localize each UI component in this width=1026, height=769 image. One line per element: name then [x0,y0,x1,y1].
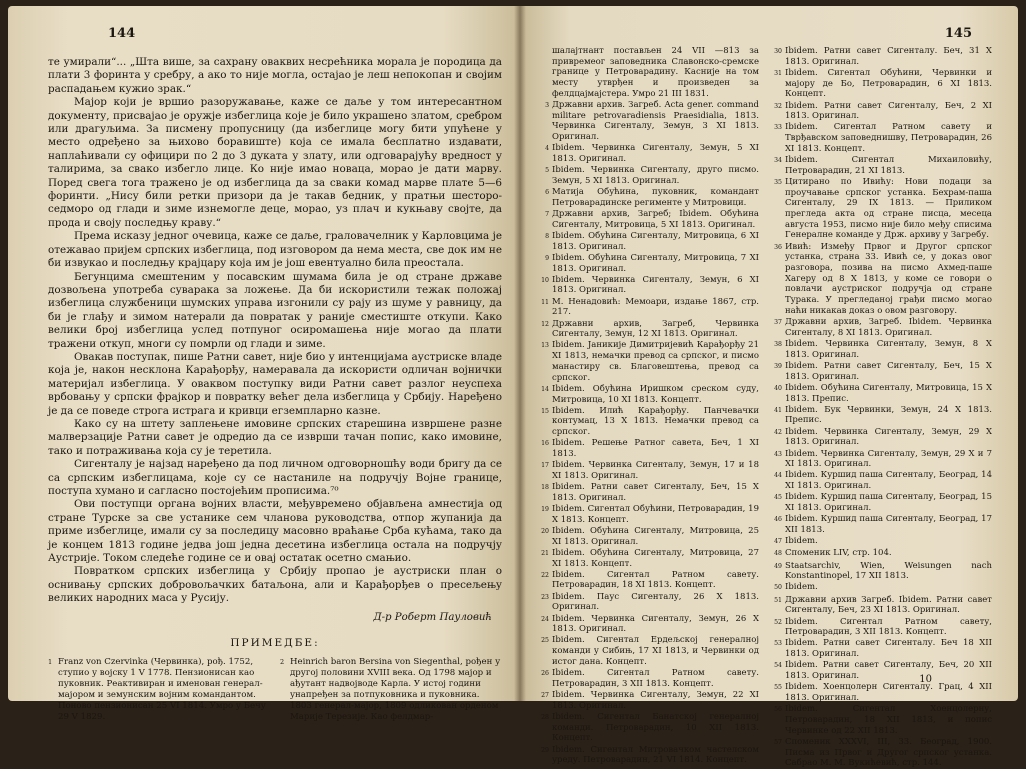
footnote-item [771,536,992,548]
footnote-item [538,668,759,689]
footnote-number: 37 [774,319,782,327]
footnote-number: 14 [541,385,549,393]
page-number-right: 145 [944,26,972,41]
footnote-item [771,582,992,594]
footnote-item [771,492,992,513]
footnote-item [538,297,759,318]
footnote-number: 28 [541,713,549,721]
footnote-text: Ibidem. Бук Червинки, Земун, 24 X 1813. Препис. [785,404,992,426]
footnote-item [771,383,992,404]
footnote-item [538,745,759,766]
footnote-item [538,570,759,591]
footnote-item [538,275,759,296]
footnote-text: Ibidem. [785,536,818,547]
footnote-number: 50 [774,584,782,592]
footnote-text: Ibidem. Червинка Сигенталу, Земун, 17 и 18 XI 1813. Оригинал. [552,460,759,481]
footnote-item [771,427,992,448]
footnote-text: Ibidem. Сигентал Обућини, Петроварадин, 19 X 1813. Концепт. [552,504,759,525]
footnote-number: 51 [774,596,782,604]
footnote-item [771,101,992,122]
footnote-number [538,46,549,100]
footnote-number: 10 [541,276,549,284]
footnote-number: 7 [545,211,549,219]
footnote-text: Ibidem. [785,582,818,593]
footnote-item [771,177,992,241]
footnote-text: Ibidem. Червинка Сигенталу, друго писмо. Земун, 5 XI 1813. Оригинал. [552,165,759,186]
footnote-number: 40 [774,384,782,392]
footnote-item [538,526,759,547]
footnote-number: 52 [774,618,782,626]
footnote-item [538,614,759,635]
paragraph: Овакав поступак, пише Ратни савет, није био у интенцијама аустриске владе која је, након несклона Карађорђу, намеравала да искористи одличан војнички материјал избеглица. У оваквом поступку види Ратни савет разлог неуспеха врбовању у српски фрајкор и повратку већег дела избеглица у Србију. Наређено је да се поведе строга истрага и кривци егземпларно казне. [48,350,502,417]
footnote-text: М. Ненадовић: Мемоари, издање 1867, стр. 217. [552,296,759,318]
footnote-number: 17 [541,462,549,470]
footnote-text: Ibidem. Сигентал Ратном савету, Петроварадин, 3 XII 1813. Концепт. [785,616,992,638]
footnote-item [771,548,992,560]
footnote-text: Споменик XXXVI, III, 33. Београд, 1900. Писма из Првог и Другог српског устанка. Сабрао М. М. Вукићевић, стр. 144. [785,736,992,769]
footnote-item [771,339,992,360]
book-spread [8,6,1018,769]
footnote-text: Ibidem. Червинка Сигенталу, Земун, 29 X 1813. Оригинал. [785,426,992,448]
paragraph: Сигенталу је најзад наређено да под личном одговорношћу води бригу да се са српским избеглицама, које су се настаниле на подручју Војне границе, поступа хумано и сагласно постојећим прописима.⁷⁰ [48,458,502,497]
footnote-number: 31 [774,69,782,77]
signature-mark: 10 [919,674,932,685]
paragraph: Како су на штету заплењене имовине српских старешина извршене разне малверзације Ратни савет је одредио да се изврши тачан попис, како имовине, тако и потраживања која су је теретила. [48,417,502,457]
footnote-number: 36 [774,243,782,251]
footnote-number: 43 [774,450,782,458]
footnote-number: 15 [541,407,549,415]
footnote-item [771,682,992,703]
footnote-number: 8 [545,232,549,240]
footnote-number: 23 [541,593,549,601]
footnote-text: Ibidem. Червинка Сигенталу, Земун, 22 XI 1813. Оригинал. [552,689,759,711]
footnote-text: Ibidem. Ратни савет Сигенталу, Беч, 2 XI 1813. Оригинал. [785,100,992,122]
footnote-text: Ibidem. Сигентал Ратном савету. Петроварадин, 3 XII 1813. Концепт. [552,668,759,689]
note-number: 2 [280,657,285,666]
footnote-number: 39 [774,362,782,370]
footnote-item [771,68,992,100]
footnote-item [538,438,759,459]
footnote-text: Ibidem. Ратни савет Сигенталу. Беч 18 XII 1813. Оригинал. [785,638,992,660]
author-signature: Д-р Роберт Пауловић [373,611,492,623]
footnote-number: 33 [774,124,782,132]
paragraph: Повратком српских избеглица у Србију пропао је аустриски план о оснивању српских добровољачких батаљона, али и Карађорђев о пресељењу великих народних маса у Русију. [48,565,502,605]
footnote-number: 9 [545,254,549,262]
footnote-number: 41 [774,406,782,414]
footnote-item [771,449,992,470]
paragraph: Бегунцима смештеним у посавским шумама била је од стране државе дозвољена употреба суварака за ложење. Да би искористили тежак положај избеглица службеници шумских управа изгонили су рају из шуме у равницу, да би је глађу и зимом натерали да повратак у раније сместиште откупи. Како велики број избеглица услед потпуног осиромашења није могао да плати тражени откуп, многи су помрли од глади и зиме. [48,270,502,350]
footnote-text: Ibidem. Јаникије Димитријевић Карађорђу 21 XI 1813, немачки превод са српског, и писмо манастиру св. Благовештења, превод са српског. [552,340,759,383]
footnote-item [538,143,759,164]
footnote-item [538,319,759,340]
footnote-text: Државни архив, Загреб; Ibidem. Обућина Сигенталу, Митровица, 5 XI 1813. Оригинал. [552,209,759,230]
footnote-item [771,46,992,67]
paragraph: Ови поступци органа војних власти, међувремено објављена амнестија од стране Турске за све устанике сем чланова руководства, отпор жупанија да приме избеглице, имали су за последицу масовно враћање Срба кућама, тако да је концем 1813 године једва још једна десетина избеглица остала на подручју Аустрије. Током следеће године се и овај остатак осетно смањио. [48,498,502,565]
footnote-item [538,231,759,252]
page-number-left: 144 [108,26,136,41]
footnote-number: 11 [541,298,549,306]
footnote-number: 56 [774,706,782,714]
footnote-text: Ibidem. Сигентал Митровачком частелском уреду. Петроварадин, 21 VI 1814. Концепт. [552,744,759,766]
footnote-text: Ibidem. Сигентал Банатској генералној команди. Петроварадин, 10 XII 1813. Концепт. [552,711,759,744]
footnote-text: Ibidem. Червинка Сигенталу, Земун, 26 X 1813. Оригинал. [552,613,759,635]
footnote-number: 12 [541,320,549,328]
footnote-item [771,704,992,736]
footnote-number: 34 [774,157,782,165]
footnote-item [538,46,759,100]
footnote-item [538,100,759,143]
footnote-number: 54 [774,662,782,670]
footnote-text: Цитирано по Ивићу: Нови подаци за проучавање српског устанка. Бехрам-паша Сигенталу, 29 IX 1813. — Приликом прегледа акта од стране писца, месеца августа 1953, писмо није било међу списима Генералне команде у Држ. архиву у Загребу. [785,176,992,241]
footnote-item [538,635,759,667]
footnote-number: 18 [541,484,549,492]
note-number: 1 [48,657,53,666]
footnote-number: 49 [774,562,782,570]
footnote-number: 46 [774,516,782,524]
footnote-text: Ibidem. Сигентал Ердељској генералној команди у Сибињ, 17 XI 1813, и Червинки од истог дана. Концепт. [552,635,759,667]
footnote-item [771,317,992,338]
footnote-item [771,122,992,154]
footnote-number: 13 [541,342,549,350]
footnote-text: Ibidem. Хоенцолерн Сигенталу. Грац, 4 XII 1813. Оригинал. [785,682,992,703]
footnote-text: Ibidem. Червинка Сигенталу, Земун, 6 XI 1813. Оригинал. [552,274,759,296]
footnote-text: Staatsarchiv, Wien, Weisungen nach Konstantinopel, 17 XII 1813. [785,560,992,582]
footnote-item [538,460,759,481]
footnote-number: 6 [545,189,549,197]
footnote-item [771,242,992,317]
left-page [8,6,520,722]
footnote-number: 38 [774,340,782,348]
footnote-number: 35 [774,178,782,186]
footnote-item [538,548,759,569]
footnote-text: Државни архив Загреб. Ibidem. Ратни савет Сигенталу, Беч, 23 XI 1813. Оригинал. [785,594,992,616]
footnote-text: Ibidem. Обућина Сигенталу, Митровица, 27 XI 1813. Концепт. [552,547,759,569]
paragraph: Мајор који је вршио разоружавање, каже се даље у том интересантном документу, присвајао је оружје избеглица које је било украшено златом, сребром или драгуљима. За писмену пропусницу (да избеглице могу бити упућене у место одређено за њихово боравиште) која се имала бесплатно издавати, наплаћивали су официри по 2 до 3 дуката у злату, или одговарајућу вредност у талирима, за свако избегло лице. Ко није имао новаца, морао је дати марву. Поред свега тога тражено је од избеглица да за сваки комад марве плате 5—6 форинти. „Нису били ретки призори да је такав бедник, у пратњи шесторо-седморо од глади и зиме изнемогле деце, морао, уз плач и кукњаву својте, да прода и своју последњу краву.“ [48,96,502,229]
footnote-text: Ibidem. Куршид паша Сигенталу, Београд, 14 XI 1813. Оригинал. [785,470,992,492]
footnote-number: 48 [774,550,782,558]
footnote-number: 53 [774,640,782,648]
footnote-number: 27 [541,691,549,699]
footnote-number: 47 [774,538,782,546]
footnote-number: 5 [545,167,549,175]
footnote-columns [538,46,992,769]
footnote-item [538,384,759,405]
footnote-number: 24 [541,615,549,623]
footnote-number: 4 [545,145,549,153]
footnote-text: Ibidem. Червинка Сигенталу, Земун, 5 XI 1813. Оригинал. [552,143,759,165]
footnote-text: Ibidem. Червинка Сигенталу, Земун, 8 X 1813. Оригинал. [785,338,992,360]
paragraph: те умирали“... „Шта више, за сахрану оваквих несрећника морала је породица да плати 3 форинта у сребру, а ако то није могла, остајао је леш непокопан и својим распадањем кужио зрак.“ [48,56,502,95]
note-item [280,657,502,723]
footnote-text: Ibidem. Сигентал Михаиловићу, Петроварадин, 21 XI 1813. [785,155,992,176]
footnote-number: 26 [541,670,549,678]
footnote-text: Ibidem. Сигентал Обућини, Червинки и мајору де Бо, Петроварадин, 6 XI 1813. Концепт. [785,67,992,100]
footnote-text: Ibidem. Обућина Иришком среском суду, Митровица, 10 XI 1813. Концепт. [552,383,759,405]
footnote-number: 55 [774,684,782,692]
footnote-text: Ibidem. Ратни савет Сигенталу, Беч, 20 XII 1813. Оригинал. [785,660,992,682]
footnote-item [771,660,992,681]
footnote-text: Матија Обућина, пуковник, командант Петроварадинске регименте у Митровици. [552,187,759,208]
footnote-text: Ibidem. Куршид паша Сигенталу, Београд, 15 XI 1813. Оригинал. [785,492,992,514]
footnote-item [538,592,759,613]
footnote-number: 22 [541,571,549,579]
footnote-item [771,361,992,382]
footnote-text: Ibidem. Решење Ратног савета, Беч, 1 XI 1813. [552,438,759,460]
footnote-item [538,406,759,438]
footnote-text: Ibidem. Ратни савет Сигенталу, Беч, 15 X 1813. Оригинал. [785,360,992,382]
footnote-text: Ibidem. Обућина Сигенталу, Митровица, 6 XI 1813. Оригинал. [552,230,759,252]
footnote-text: Државни архив, Загреб, Червинка Сигенталу, Земун, 12 XI 1813. Оригинал. [552,318,759,340]
footnote-item [771,155,992,176]
footnote-item [771,405,992,426]
footnote-number: 32 [774,102,782,110]
footnote-text: Ibidem. Сигентал Ратном савету и Тврђавском заповеднишву, Петроварадин, 26 XI 1813. Концепт. [785,122,992,154]
footnote-number: 29 [541,746,549,754]
paragraph: Према исказу једног очевица, каже се даље, граловачелник у Карловцима је отежавао пријем српских избеглица, под изговором да нема места, све док им не би извукао и последњу крајцару која им је још евентуално била преостала. [48,230,502,270]
footnote-text: шалајтнант постављен 24 VII —813 за привремеог заповедника Славонско-сремске границе у Петроварадину. Касније на том месту утврђен и произведен за фелдцајмајстера. Умро 21 III 1831. [552,46,759,99]
footnote-number: 19 [541,506,549,514]
footnote-item [538,712,759,744]
footnote-item [771,737,992,769]
footnote-text: Ibidem. Обућина Сигенталу, Митровица, 15 X 1813. Препис. [785,382,992,404]
footnote-item [771,470,992,491]
book-gutter [514,6,526,701]
footnote-number: 25 [541,637,549,645]
footnote-text: Ibidem. Паус Сигенталу, 26 X 1813. Оригинал. [552,591,759,613]
footnote-item [771,617,992,638]
footnote-number: 42 [774,428,782,436]
footnote-text: Ibidem. Червинка Сигенталу, Земун, 29 X и 7 XI 1813. Оригинал. [785,448,992,470]
footnote-text: Ibidem. Обућина Сигенталу, Митровица, 25 XI 1813. Оригинал. [552,525,759,547]
footnote-text: Ивић: Између Првог и Другог српског устанка, страна 33. Ивић се, у доказ овог разговора, позива на писмо Ахмед-паше Хагеру од 8 X 1813, у коме се говори о повлачи аустриског подручја од стране Турака. У прегледаној грађи писмо могао наћи никакав доказ о овом разговору. [785,241,992,316]
footnote-item [771,514,992,535]
footnote-text: Државни архив, Загреб. Ibidem. Червинка Сигенталу, 8 XI 1813. Оригинал. [785,317,992,338]
footnote-number: 3 [545,102,549,110]
footnote-item [538,187,759,208]
footnote-item [538,504,759,525]
note-item [48,657,270,723]
footnote-text: Државни архив. Загреб. Acta gener. command militare petrovaradiensis Praesidialia, 1813. Червинка Сигенталу, Земун, 3 XI 1813. Оригинал. [552,100,759,143]
footnote-text: Ibidem. Илић Карађорђу. Панчевачки контумац, 13 X 1813. Немачки превод са српског. [552,405,759,438]
footnote-number: 21 [541,549,549,557]
right-page [520,6,1018,769]
footnote-number: 20 [541,527,549,535]
note-text: Franz von Czervinka (Червинка), рођ. 1752, ступио у војску 1 V 1778. Пензионисан као пуковник. Реактивиран и именован генерал-мајором и земунским војним командантом. Поново пензионисан 25 VI 1814. Умро у Бечу 29 V 1829. [58,656,266,722]
footnote-item [538,209,759,230]
footnote-item [771,561,992,582]
footnote-number: 57 [774,738,782,746]
footnote-item [538,340,759,383]
footnote-column-right [771,46,992,769]
footnote-item [771,595,992,616]
footnote-number: 44 [774,472,782,480]
note-text: Heinrich baron Bersina von Siegenthal, рођен у другој половини XVIII века. Од 1798 мајор и ађутант надвојводе Карла. У истој години унапређен за потпуковника и пуковника. 1803 генерал-мајор, 1809 одликован орденом Марије Терезије. Као фелдмар- [290,656,501,722]
footnote-text: Споменик LIV, стр. 104. [785,548,892,559]
footnote-text: Ibidem. Куршид паша Сигенталу, Београд, 17 XII 1813. [785,514,992,535]
footnote-text: Ibidem. Сигентал Ратном савету. Петроварадин, 18 XI 1813. Концепт. [552,569,759,591]
main-text [48,56,502,606]
notes-heading: ПРИМЕДБЕ: [230,636,320,649]
footnote-item [538,253,759,274]
footnote-text: Ibidem. Сигентал Хоенцолерну, Петроварадин, 18 XII 1813, и попис Червинке од 22 XII 1813. [785,704,992,736]
notes-block [48,657,502,723]
footnote-item [538,690,759,711]
footnote-item [538,165,759,186]
footnote-number: 16 [541,440,549,448]
footnote-column-left [538,46,759,769]
footnote-number: 45 [774,494,782,502]
footnote-item [538,482,759,503]
footnote-item [771,638,992,659]
footnote-text: Ibidem. Ратни савет Сигенталу. Беч, 31 X 1813. Оригинал. [785,46,992,67]
footnote-number: 30 [774,48,782,55]
footnote-text: Ibidem. Обућина Сигенталу, Митровица, 7 XI 1813. Оригинал. [552,252,759,274]
footnote-text: Ibidem. Ратни савет Сигенталу, Беч, 15 X 1813. Оригинал. [552,482,759,503]
